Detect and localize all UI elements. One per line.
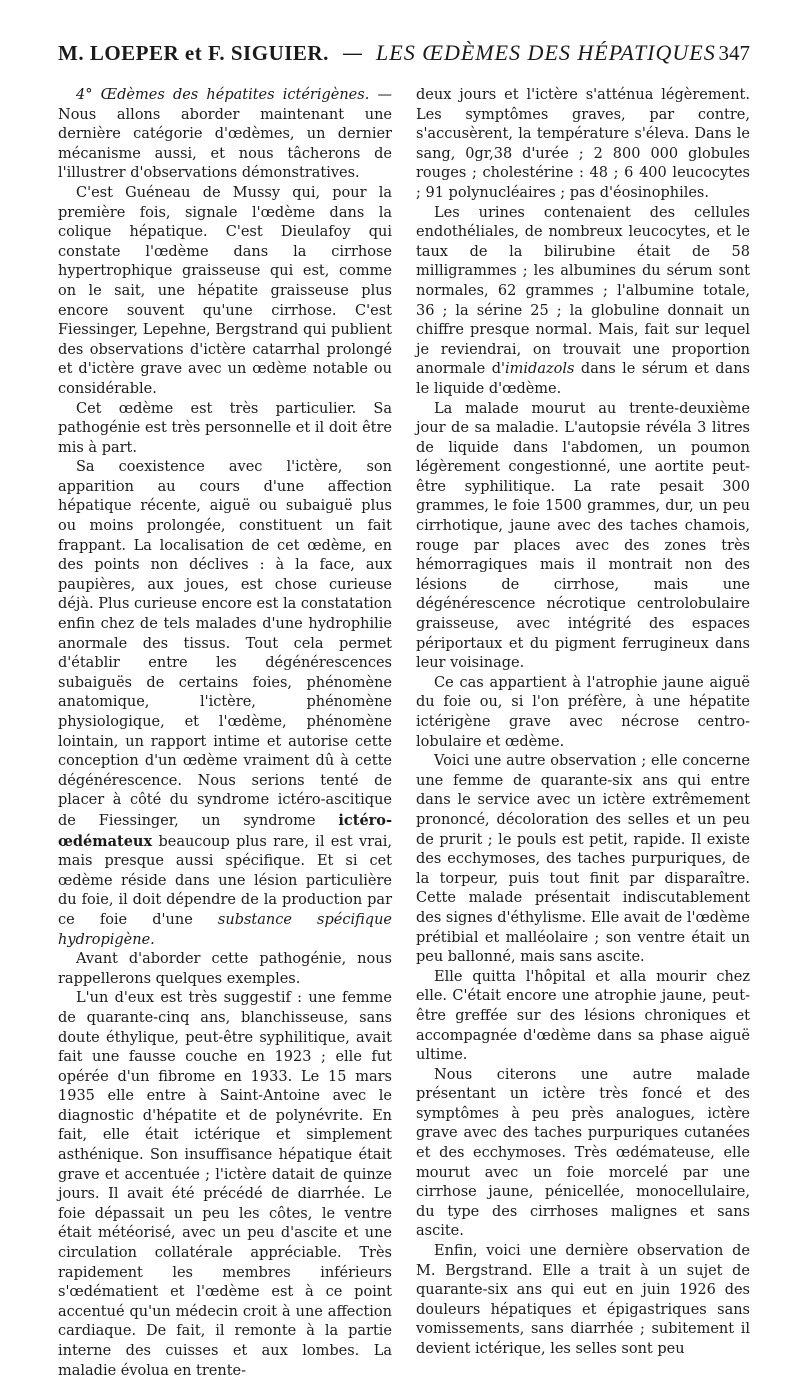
paragraph-text: — Nous allons aborder maintenant une dernière catégorie d'œdèmes, un dernier mécanisme aussi, et nous tâcherons de l'illustrer d'observations démonstratives.: [58, 87, 392, 182]
paragraph: Voici une autre observation ; elle concerne une femme de quarante-six ans qui entre dans le service avec un ictère extrêmement prononcé, décoloration des selles et un peu de prurit ; le pouls est petit, rapide. Il existe des ecchymoses, des taches purpuriques, de la torpeur, puis tout finit par disparaître. Cette malade présentait indiscutablement des signes d'éthylisme. Elle avait de l'œdème prétibial et malléolaire ; son ventre était un peu ballonné, mais sans ascite.: [416, 753, 750, 966]
paragraph-text: Sa coexistence avec l'ictère, son apparition au cours d'une affection hépatique récente, aiguë ou subaiguë plus ou moins prolongée, constituent un fait frappant. La localisation de cet œdème, en des points non déclives : à la face, aux paupières, aux joues, est chose curieuse déjà. Plus curieuse encore est la constatation enfin chez de tels malades d'une hydrophilie anormale des tissus. Tout cela permet d'établir entre les dégénérescences subaiguës de certains foies, phénomène anatomique, l'ictère, phénomène physiologique, et l'œdème, phénomène lointain, un rapport intime et autorise cette conception d'un œdème vraiment dû à cette dégénérescence. Nous serions tenté de placer à côté du syndrome ictéro-ascitique de Fiessinger, un syndrome: [58, 459, 392, 829]
paragraph-text: dans le sérum et dans le liquide d'œdème.: [416, 361, 750, 397]
paragraph: Ce cas appartient à l'atrophie jaune aiguë du foie ou, si l'on préfère, à une hépatite ictérigène grave avec nécrose centro-lobulaire et œdème.: [416, 674, 750, 750]
running-header: [58, 40, 750, 76]
italic-term: substance spécifique hydropigène.: [58, 911, 392, 948]
header-separator: —: [341, 41, 363, 65]
paragraph: L'un d'eux est très suggestif : une femme de quarante-cinq ans, blanchisseuse, sans doute éthylique, peut-être syphilitique, avait fait une fausse couche en 1923 ; elle fut opérée d'un fibrome en 1933. Le 15 mars 1935 elle entre à Saint-Antoine avec le diagnostic d'hépatite et de polynévrite. En fait, elle était ictérique et simplement asthénique. Son insuffisance hépatique était grave et accentuée ; l'ictère datait de quinze jours. Il avait été précédé de diarrhée. Le foie dépassait un peu les côtes, le ventre était météorisé, avec un peu d'ascite et une circulation collatérale appréciable. Très rapidement les membres inférieurs s'œdématient et l'œdème est à ce point accentué qu'un médecin croit à une affection cardiaque. De fait, il remonte à la partie interne des cuisses et aux lombes. La maladie évolua en trente-: [58, 990, 392, 1379]
right-column: [416, 86, 750, 1381]
paragraph: Avant d'aborder cette pathogénie, nous rappellerons quelques exemples.: [58, 951, 392, 987]
paragraph-continued: deux jours et l'ictère s'atténua légèrement. Les symptômes graves, par contre, s'accusèrent, la température s'éleva. Dans le sang, 0gr,38 d'urée ; 2 800 000 globules rouges ; cholestérine : 48 ; 6 400 leucocytes ; 91 polynucléaires ; pas d'éosinophiles.: [416, 87, 750, 201]
paragraph: C'est Guéneau de Mussy qui, pour la première fois, signale l'œdème dans la colique hépatique. C'est Dieulafoy qui constate l'œdème dans la cirrhose hypertrophique graisseuse qui est, comme on le sait, une hépatite graisseuse plus encore souvent qu'une cirrhose. C'est Fiessinger, Lepehne, Bergstrand qui publient des observations d'ictère catarrhal prolongé et d'ictère grave avec un œdème notable ou considérable.: [58, 184, 392, 397]
bold-term: ictéro-œdémateux: [58, 811, 392, 850]
paragraph-text: beaucoup plus rare, il est vrai, mais presque aussi spécifique. Et si cet œdème réside dans une lésion particulière du foie, il doit dépendre de la production par ce foie d'une: [58, 833, 392, 928]
paragraph: Enfin, voici une dernière observation de M. Bergstrand. Elle a trait à un sujet de quarante-six ans qui eut en juin 1926 des douleurs hépatiques et épigastriques sans vomissements, sans diarrhée ; subitement il devient ictérique, les selles sont peu: [416, 1243, 750, 1357]
paragraph-text: Les urines contenaient des cellules endothéliales, de nombreux leucocytes, et le taux de la bilirubine était de 58 milligrammes ; les albumines du sérum sont normales, 62 grammes ; l'albumine totale, 36 ; la sérine 25 ; la globuline donnait un chiffre presque normal. Mais, fait sur lequel je reviendrai, on trouvait une proportion anormale d': [416, 204, 750, 378]
paragraph: Cet œdème est très particulier. Sa pathogénie est très personnelle et il doit être mis à part.: [58, 400, 392, 456]
left-column: [58, 86, 392, 1381]
text-columns: [58, 86, 750, 1381]
header-left: [58, 40, 716, 66]
paragraph: Nous citerons une autre malade présentant un ictère très foncé et des symptômes à peu près analogues, ictère grave avec des taches purpuriques cutanées et des ecchymoses. Très œdémateuse, elle mourut avec un foie morcelé par une cirrhose jaune, pénicellée, monocellulaire, du type des cirrhoses malignes et sans ascite.: [416, 1066, 750, 1240]
paragraph: La malade mourut au trente-deuxième jour de sa maladie. L'autopsie révéla 3 litres de liquide dans l'abdomen, un poumon légèrement congestionné, une aortite peut-être syphilitique. La rate pesait 300 grammes, le foie 1500 grammes, dur, un peu cirrhotique, jaune avec des taches chamois, rouge par places avec des zones très hémorragiques mais il montrait non des lésions de cirrhose, mais une dégénérescence nécrotique centrolobulaire graisseuse, avec intégrité des espaces périportaux et du pigment ferrugineux dans leur voisinage.: [416, 400, 750, 672]
page-number: 347: [718, 41, 750, 65]
italic-term: imidazols: [505, 361, 575, 378]
paragraph: Elle quitta l'hôpital et alla mourir chez elle. C'était encore une atrophie jaune, peut-être greffée sur des lésions chroniques et accompagnée d'œdème dans sa phase aiguë ultime.: [416, 968, 750, 1064]
paragraph: [58, 458, 392, 950]
paragraph: [58, 86, 392, 184]
header-authors: M. LOEPER et F. SIGUIER.: [58, 41, 329, 65]
header-title: LES ŒDÈMES DES HÉPATIQUES: [376, 40, 716, 65]
paragraph: [416, 204, 750, 400]
section-heading: 4° Œdèmes des hépatites ictérigènes.: [76, 87, 370, 103]
